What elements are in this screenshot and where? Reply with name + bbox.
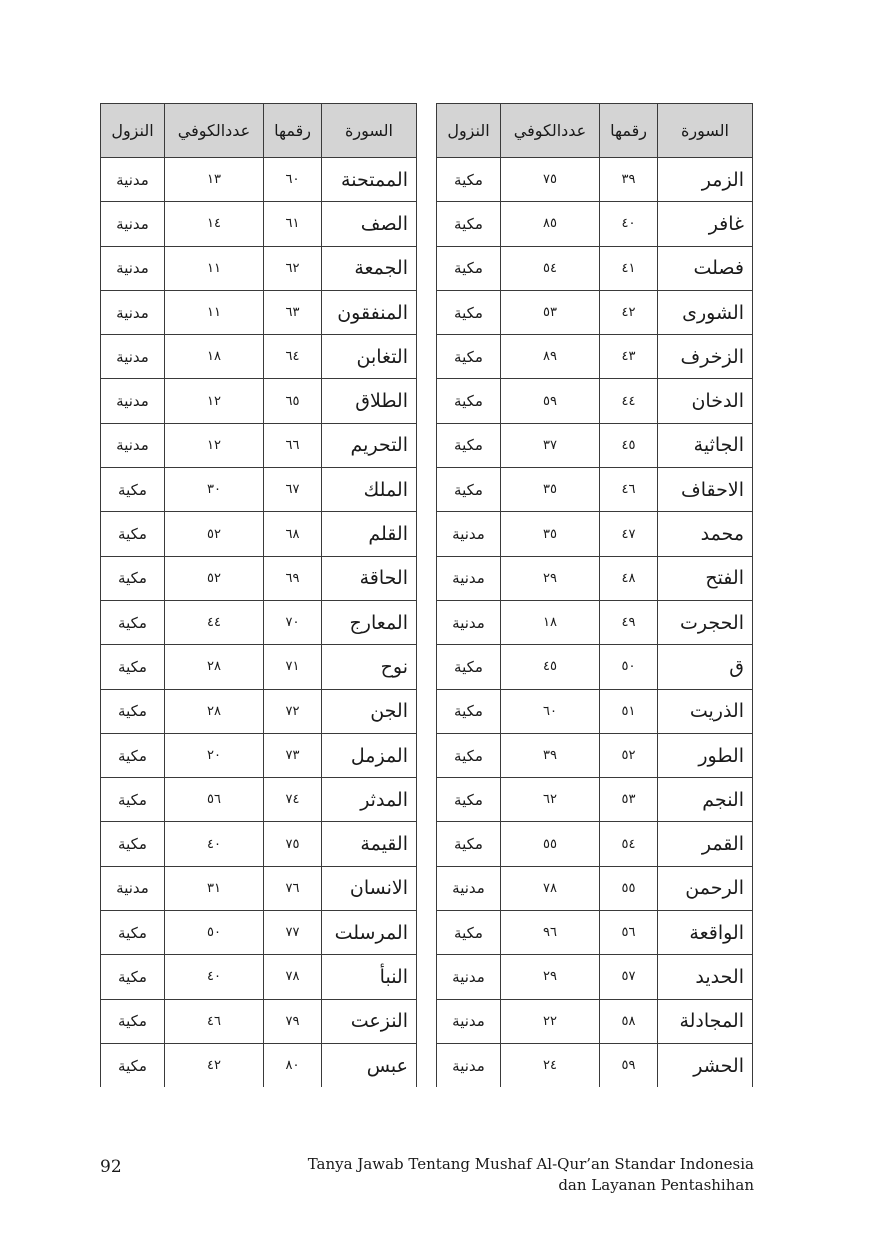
cell-verse-count: ٥٤ [501,246,600,290]
cell-verse-count: ٥٢ [165,512,264,556]
cell-surah-number: ٤٩ [600,600,658,644]
cell-surah-number: ٧٧ [264,911,322,955]
table-row [101,379,417,423]
table-row [101,423,417,467]
cell-place: مدنية [437,512,501,556]
cell-verse-count: ٣١ [165,866,264,910]
cell-surah-number: ٦١ [264,202,322,246]
header-place: النزول [437,104,501,158]
cell-surah-name: الزخرف [658,335,753,379]
cell-place: مدنية [437,556,501,600]
cell-surah-name: الرحمن [658,866,753,910]
cell-surah-number: ٥٥ [600,866,658,910]
cell-verse-count: ٣٠ [165,468,264,512]
cell-verse-count: ٧٥ [501,158,600,202]
cell-surah-number: ٧٤ [264,778,322,822]
cell-verse-count: ٤٢ [165,1043,264,1087]
table-row [437,822,753,866]
cell-place: مكية [437,733,501,777]
cell-surah-name: النجم [658,778,753,822]
cell-surah-name: الاحقاف [658,468,753,512]
cell-surah-name: القيمة [322,822,417,866]
cell-surah-number: ٤٥ [600,423,658,467]
table-row [437,290,753,334]
table-row [101,1043,417,1087]
table-row [101,999,417,1043]
cell-surah-number: ٦٧ [264,468,322,512]
cell-surah-number: ٤٤ [600,379,658,423]
cell-place: مكية [437,911,501,955]
cell-surah-name: الحشر [658,1043,753,1087]
cell-surah-name: المزمل [322,733,417,777]
cell-surah-number: ٤٦ [600,468,658,512]
table-row [101,645,417,689]
cell-surah-number: ٦٠ [264,158,322,202]
cell-surah-name: الواقعة [658,911,753,955]
cell-surah-name: المنفقون [322,290,417,334]
cell-place: مكية [437,290,501,334]
header-number: رقمها [264,104,322,158]
cell-surah-name: التحريم [322,423,417,467]
cell-surah-number: ٧٩ [264,999,322,1043]
running-footer [308,1154,754,1196]
cell-surah-name: الجن [322,689,417,733]
cell-surah-number: ٥٣ [600,778,658,822]
cell-verse-count: ٧٨ [501,866,600,910]
table-row [101,733,417,777]
table-row [437,202,753,246]
cell-surah-number: ٦٥ [264,379,322,423]
cell-verse-count: ١٣ [165,158,264,202]
table-header-row [101,104,417,158]
cell-verse-count: ٤٤ [165,600,264,644]
cell-surah-name: الجمعة [322,246,417,290]
cell-verse-count: ٢٤ [501,1043,600,1087]
cell-place: مكية [437,202,501,246]
cell-verse-count: ٣٥ [501,512,600,556]
cell-place: مكية [101,512,165,556]
cell-place: مكية [101,600,165,644]
table-row [101,822,417,866]
cell-surah-number: ٥١ [600,689,658,733]
table-row [437,778,753,822]
cell-place: مكية [101,778,165,822]
page-number: 92 [100,1157,122,1177]
table-row [101,335,417,379]
cell-verse-count: ٣٧ [501,423,600,467]
cell-verse-count: ١٨ [501,600,600,644]
cell-place: مكية [437,335,501,379]
cell-place: مكية [437,379,501,423]
cell-place: مكية [437,822,501,866]
cell-verse-count: ٤٥ [501,645,600,689]
cell-surah-name: الصف [322,202,417,246]
cell-verse-count: ٢٩ [501,955,600,999]
cell-place: مكية [437,468,501,512]
cell-surah-name: الذريت [658,689,753,733]
cell-surah-number: ٤٠ [600,202,658,246]
cell-surah-number: ٦٦ [264,423,322,467]
cell-place: مكية [437,246,501,290]
cell-surah-name: الحاقة [322,556,417,600]
cell-surah-number: ٧٥ [264,822,322,866]
cell-place: مكية [437,645,501,689]
cell-place: مدنية [437,999,501,1043]
cell-place: مكية [101,645,165,689]
cell-surah-number: ٦٩ [264,556,322,600]
cell-surah-number: ٨٠ [264,1043,322,1087]
header-verses: عددالكوفي [165,104,264,158]
table-row [101,512,417,556]
cell-surah-number: ٣٩ [600,158,658,202]
cell-verse-count: ١١ [165,246,264,290]
cell-place: مدنية [101,335,165,379]
table-row [437,955,753,999]
cell-verse-count: ٢٩ [501,556,600,600]
header-name: السورة [322,104,417,158]
cell-surah-name: الدخان [658,379,753,423]
cell-verse-count: ٥٦ [165,778,264,822]
table-row [101,158,417,202]
cell-surah-name: المعارج [322,600,417,644]
cell-surah-number: ٥٢ [600,733,658,777]
cell-surah-name: النبأ [322,955,417,999]
table-row [101,866,417,910]
cell-verse-count: ٨٥ [501,202,600,246]
cell-place: مدنية [101,246,165,290]
cell-verse-count: ٩٦ [501,911,600,955]
cell-surah-number: ٥٠ [600,645,658,689]
footer-title-line1: Tanya Jawab Tentang Mushaf Al-Qur’an Standar Indonesia [307,1155,754,1173]
footer-title-line2: dan Layanan Pentashihan [558,1176,754,1194]
cell-place: مكية [101,556,165,600]
cell-place: مدنية [437,600,501,644]
cell-place: مكية [437,423,501,467]
cell-surah-number: ٦٣ [264,290,322,334]
table-row [101,468,417,512]
cell-surah-number: ٤٧ [600,512,658,556]
cell-place: مكية [101,733,165,777]
table-row [101,911,417,955]
cell-verse-count: ٥٢ [165,556,264,600]
cell-surah-name: القمر [658,822,753,866]
table-row [437,335,753,379]
cell-place: مكية [437,778,501,822]
cell-verse-count: ٤٠ [165,822,264,866]
cell-surah-name: فصلت [658,246,753,290]
cell-verse-count: ١١ [165,290,264,334]
cell-surah-name: عبس [322,1043,417,1087]
cell-verse-count: ٥٠ [165,911,264,955]
cell-place: مكية [101,822,165,866]
cell-place: مكية [101,955,165,999]
cell-verse-count: ٥٥ [501,822,600,866]
cell-verse-count: ٥٣ [501,290,600,334]
cell-surah-number: ٧٨ [264,955,322,999]
cell-surah-number: ٧٣ [264,733,322,777]
cell-surah-name: غافر [658,202,753,246]
cell-surah-number: ٦٤ [264,335,322,379]
cell-surah-number: ٧١ [264,645,322,689]
cell-surah-name: الطلاق [322,379,417,423]
cell-surah-number: ٤١ [600,246,658,290]
cell-surah-name: المرسلت [322,911,417,955]
cell-surah-name: محمد [658,512,753,556]
cell-surah-name: الزمر [658,158,753,202]
cell-place: مدنية [437,955,501,999]
cell-place: مدنية [101,290,165,334]
cell-surah-name: الحديد [658,955,753,999]
table-row [437,866,753,910]
cell-surah-number: ٥٦ [600,911,658,955]
table-row [437,689,753,733]
table-row [101,290,417,334]
cell-place: مدنية [437,1043,501,1087]
cell-surah-name: الطور [658,733,753,777]
cell-place: مدنية [101,202,165,246]
cell-surah-name: الملك [322,468,417,512]
table-row [101,246,417,290]
table-row [437,911,753,955]
cell-surah-number: ٧٦ [264,866,322,910]
cell-verse-count: ١٨ [165,335,264,379]
cell-surah-name: التغابن [322,335,417,379]
surah-table-left [100,103,417,1087]
cell-verse-count: ٢٠ [165,733,264,777]
table-row [437,1043,753,1087]
cell-surah-number: ٥٤ [600,822,658,866]
cell-place: مدنية [437,866,501,910]
table-row [437,158,753,202]
cell-surah-name: نوح [322,645,417,689]
cell-surah-name: الحجرت [658,600,753,644]
cell-surah-name: القلم [322,512,417,556]
cell-surah-number: ٥٩ [600,1043,658,1087]
surah-table-right [436,103,753,1087]
table-row [101,600,417,644]
cell-surah-number: ٦٨ [264,512,322,556]
cell-verse-count: ١٢ [165,423,264,467]
cell-surah-name: ق [658,645,753,689]
cell-place: مدنية [101,866,165,910]
table-row [101,556,417,600]
table-row [437,556,753,600]
cell-surah-name: الشورى [658,290,753,334]
cell-surah-name: المجادلة [658,999,753,1043]
cell-verse-count: ١٢ [165,379,264,423]
cell-verse-count: ١٤ [165,202,264,246]
cell-surah-name: الفتح [658,556,753,600]
cell-surah-number: ٤٨ [600,556,658,600]
table-header-row [437,104,753,158]
table-row [437,600,753,644]
cell-surah-name: النزعت [322,999,417,1043]
table-row [437,423,753,467]
cell-place: مدنية [101,379,165,423]
cell-verse-count: ٣٥ [501,468,600,512]
cell-verse-count: ٨٩ [501,335,600,379]
cell-verse-count: ٢٢ [501,999,600,1043]
table-row [437,246,753,290]
table-row [101,778,417,822]
header-number: رقمها [600,104,658,158]
cell-place: مكية [437,158,501,202]
cell-place: مدنية [101,423,165,467]
table-row [101,955,417,999]
header-verses: عددالكوفي [501,104,600,158]
cell-place: مدنية [101,158,165,202]
table-row [437,512,753,556]
cell-place: مكية [101,689,165,733]
cell-surah-number: ٦٢ [264,246,322,290]
cell-surah-number: ٤٣ [600,335,658,379]
cell-surah-number: ٧٠ [264,600,322,644]
cell-surah-number: ٤٢ [600,290,658,334]
cell-place: مكية [437,689,501,733]
cell-place: مكية [101,911,165,955]
cell-verse-count: ٢٨ [165,689,264,733]
table-row [437,379,753,423]
table-row [101,689,417,733]
table-row [437,645,753,689]
cell-surah-name: المدثر [322,778,417,822]
cell-surah-name: الممتحنة [322,158,417,202]
table-row [101,202,417,246]
header-place: النزول [101,104,165,158]
cell-verse-count: ٦٢ [501,778,600,822]
cell-place: مكية [101,1043,165,1087]
header-name: السورة [658,104,753,158]
cell-verse-count: ٣٩ [501,733,600,777]
table-row [437,733,753,777]
cell-surah-name: الانسان [322,866,417,910]
cell-verse-count: ٢٨ [165,645,264,689]
cell-surah-name: الجاثية [658,423,753,467]
cell-verse-count: ٤٠ [165,955,264,999]
table-row [437,999,753,1043]
cell-place: مكية [101,468,165,512]
cell-surah-number: ٥٨ [600,999,658,1043]
cell-surah-number: ٧٢ [264,689,322,733]
cell-place: مكية [101,999,165,1043]
cell-surah-number: ٥٧ [600,955,658,999]
table-row [437,468,753,512]
cell-verse-count: ٥٩ [501,379,600,423]
cell-verse-count: ٤٦ [165,999,264,1043]
cell-verse-count: ٦٠ [501,689,600,733]
